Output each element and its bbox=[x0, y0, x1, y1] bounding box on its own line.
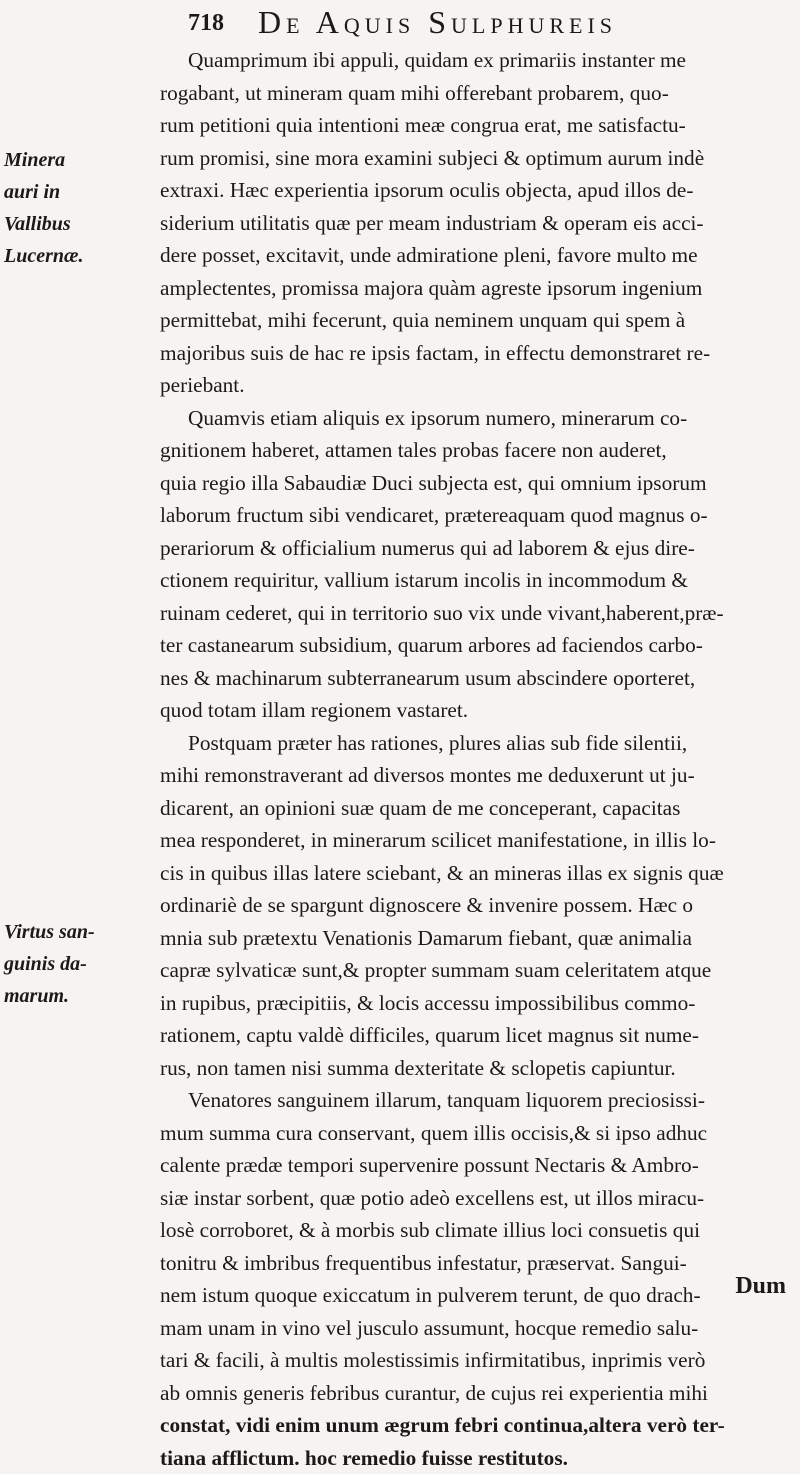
text-line: mum summa cura conservant, quem illis occisis,& si ipso adhuc bbox=[160, 1117, 800, 1150]
body-text bbox=[160, 44, 800, 1474]
margin-note-virtus bbox=[4, 916, 154, 1012]
text-line: ordinariè de se spargunt dignoscere & invenire possem. Hæc o bbox=[160, 889, 800, 922]
text-line: tari & facili, à multis molestissimis infirmitatibus, inprimis verò bbox=[160, 1344, 800, 1377]
text-line: amplectentes, promissa majora quàm agreste ipsorum ingenium bbox=[160, 272, 800, 305]
text-line: in rupibus, præcipitiis, & locis accessu impossibilibus commo- bbox=[160, 987, 800, 1020]
text-line: Venatores sanguinem illarum, tanquam liquorem preciosissi- bbox=[160, 1084, 800, 1117]
text-line: perariorum & officialium numerus qui ad laborem & ejus dire- bbox=[160, 532, 800, 565]
text-line: majoribus suis de hac re ipsis factam, in effectu demonstraret re- bbox=[160, 337, 800, 370]
text-line: nes & machinarum subterranearum usum abscindere oporteret, bbox=[160, 662, 800, 695]
text-line: laborum fructum sibi vendicaret, prætereaquam quod magnus o- bbox=[160, 499, 800, 532]
text-line: mihi remonstraverant ad diversos montes me deduxerunt ut ju- bbox=[160, 759, 800, 792]
text-line: mea responderet, in minerarum scilicet manifestatione, in illis lo- bbox=[160, 824, 800, 857]
catchword: Dum bbox=[735, 1273, 786, 1300]
margin-note-line: auri in bbox=[4, 176, 154, 208]
text-line: extraxi. Hæc experientia ipsorum oculis objecta, apud illos de- bbox=[160, 174, 800, 207]
text-line: tonitru & imbribus frequentibus infestatur, præservat. Sangui- bbox=[160, 1247, 800, 1280]
text-line: capræ sylvaticæ sunt,& propter summam suam celeritatem atque bbox=[160, 954, 800, 987]
text-line: Quamprimum ibi appuli, quidam ex primariis instanter me bbox=[160, 44, 800, 77]
margin-note-line: Minera bbox=[4, 144, 154, 176]
text-line: cis in quibus illas latere sciebant, & an mineras illas ex signis quæ bbox=[160, 857, 800, 890]
text-line: rum promisi, sine mora examini subjeci & optimum aurum indè bbox=[160, 142, 800, 175]
page-header bbox=[0, 4, 800, 44]
text-line: dere posset, excitavit, unde admiratione pleni, favore multo me bbox=[160, 239, 800, 272]
text-line: rum petitioni quia intentioni meæ congrua erat, me satisfactu- bbox=[160, 109, 800, 142]
margin-note-line: Virtus san- bbox=[4, 916, 154, 948]
margin-note-line: marum. bbox=[4, 980, 154, 1012]
text-line: quod totam illam regionem vastaret. bbox=[160, 694, 800, 727]
text-line: ter castanearum subsidium, quarum arbores ad faciendos carbo- bbox=[160, 629, 800, 662]
text-line: rus, non tamen nisi summa dexteritate & sclopetis capiuntur. bbox=[160, 1052, 800, 1085]
text-line: periebant. bbox=[160, 369, 800, 402]
text-line: quia regio illa Sabaudiæ Duci subjecta est, qui omnium ipsorum bbox=[160, 467, 800, 500]
text-line: losè corroboret, & à morbis sub climate illius loci consuetis qui bbox=[160, 1214, 800, 1247]
margin-note-line: Vallibus bbox=[4, 208, 154, 240]
text-line: Quamvis etiam aliquis ex ipsorum numero, minerarum co- bbox=[160, 402, 800, 435]
text-line: tiana afflictum. hoc remedio fuisse restitutos. bbox=[160, 1442, 800, 1474]
text-line: ruinam cederet, qui in territorio suo vix unde vivant,haberent,præ- bbox=[160, 597, 800, 630]
text-line: siæ instar sorbent, quæ potio adeò excellens est, ut illos miracu- bbox=[160, 1182, 800, 1215]
text-line: nem istum quoque exiccatum in pulverem terunt, de quo drach- bbox=[160, 1279, 800, 1312]
text-line: mnia sub prætextu Venationis Damarum fiebant, quæ animalia bbox=[160, 922, 800, 955]
text-line: siderium utilitatis quæ per meam industriam & operam eis acci- bbox=[160, 207, 800, 240]
text-line: gnitionem haberet, attamen tales probas facere non auderet, bbox=[160, 434, 800, 467]
text-line: calente prædæ tempori supervenire possunt Nectaris & Ambro- bbox=[160, 1149, 800, 1182]
margin-note-line: guinis da- bbox=[4, 948, 154, 980]
text-line: ab omnis generis febribus curantur, de cujus rei experientia mihi bbox=[160, 1377, 800, 1410]
text-line: Postquam præter has rationes, plures alias sub fide silentii, bbox=[160, 727, 800, 760]
text-line: constat, vidi enim unum ægrum febri continua,altera verò ter- bbox=[160, 1409, 800, 1442]
running-title: De Aquis Sulphureis bbox=[258, 4, 617, 41]
margin-note-minera bbox=[4, 144, 154, 272]
text-line: ctionem requiritur, vallium istarum incolis in incommodum & bbox=[160, 564, 800, 597]
page-number: 718 bbox=[188, 10, 224, 37]
text-line: rationem, captu valdè difficiles, quarum licet magnus sit nume- bbox=[160, 1019, 800, 1052]
text-line: permittebat, mihi fecerunt, quia neminem unquam qui spem à bbox=[160, 304, 800, 337]
text-line: rogabant, ut mineram quam mihi offerebant probarem, quo- bbox=[160, 77, 800, 110]
text-line: dicarent, an opinioni suæ quam de me conceperant, capacitas bbox=[160, 792, 800, 825]
text-line: mam unam in vino vel jusculo assumunt, hocque remedio salu- bbox=[160, 1312, 800, 1345]
margin-note-line: Lucernæ. bbox=[4, 240, 154, 272]
